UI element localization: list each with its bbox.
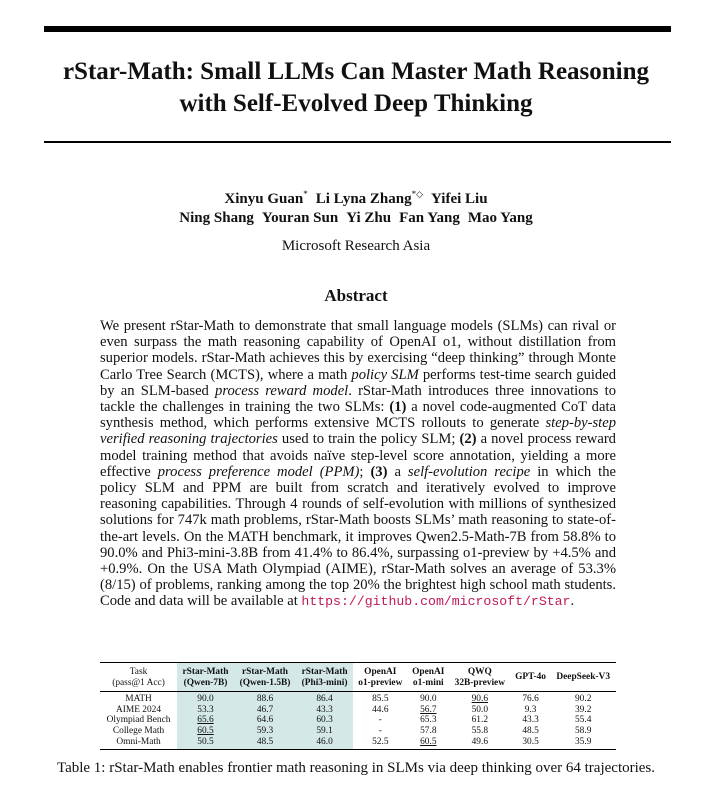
cell-value: 53.3 [197, 704, 214, 715]
header-line: Task [129, 667, 148, 677]
table-body [100, 692, 616, 750]
cell-value: 35.9 [574, 736, 592, 747]
cell-value: 60.5 [197, 725, 214, 736]
abstract-bold: (1) [389, 399, 407, 416]
table-cell [550, 692, 616, 705]
table-header-model [353, 663, 408, 692]
header-line: OpenAI [364, 667, 397, 677]
author-name: Fan Yang [399, 210, 460, 226]
title-line-2: with Self-Evolved Deep Thinking [179, 90, 533, 117]
table-cell [408, 737, 449, 750]
author-block [0, 185, 712, 228]
table-cell [550, 715, 616, 726]
abstract-text: performs test-time search guided by an SLM-based [100, 366, 616, 399]
title-line-1: rStar-Math: Small LLMs Can Master Math Reasoning [62, 58, 650, 85]
table-cell [511, 715, 551, 726]
table-header-model [296, 663, 353, 692]
table-cell [234, 705, 296, 716]
results-table-wrapper [100, 662, 616, 750]
table-cell [353, 726, 408, 737]
table-cell [177, 726, 234, 737]
author-affiliation-mark: *◇ [411, 189, 424, 199]
header-line: (Phi3-mini) [301, 677, 348, 688]
cell-value: 59.3 [256, 725, 274, 736]
header-line: rStar-Math [242, 667, 289, 677]
header-line: DeepSeek-V3 [556, 672, 611, 683]
abstract-text: in which the policy SLM and PPM are built from scratch and iteratively evolved to improve reasoning capabilities. Through 4 rounds of self-evolution with millions of synthesized solutions for 747k math problems, rStar-Math boosts SLMs’ math reasoning to state-of-the-art levels. On the MATH benchmark, it improves Qwen2.5-Math-7B from 58.8% to 90.0% and Phi3-mini-3.8B from 41.4% to 86.4%, surpassing o1-preview by +4.5% and +0.9%. On the USA Math Olympiad (AIME), rStar-Math solves an average of 53.3% (8/15) of problems, ranking among the top 20% the brightest high school math students. Code and data will be available at [100, 463, 617, 610]
table-cell [296, 705, 353, 716]
table-cell [550, 726, 616, 737]
cell-value: 48.5 [256, 736, 274, 747]
table-cell [234, 715, 296, 726]
header-line: 32B-preview [454, 677, 505, 688]
author-name-text: Li Lyna Zhang [315, 191, 412, 207]
header-line: (pass@1 Acc) [112, 677, 165, 688]
author-name-text: Yifei Liu [431, 191, 488, 207]
cell-value: 43.3 [522, 715, 539, 726]
abstract-text: . [570, 593, 575, 610]
table-cell [511, 705, 551, 716]
abstract-text: used to train the policy SLM; [277, 431, 460, 448]
table-cell [296, 726, 353, 737]
cell-value: 65.3 [420, 715, 437, 726]
table-cell [511, 692, 551, 705]
table-cell [550, 705, 616, 716]
header-line: o1-mini [412, 677, 444, 688]
cell-value: 55.8 [471, 725, 489, 736]
abstract-emphasis: step-by-step verified reasoning trajectories [100, 415, 616, 448]
cell-value: 88.6 [256, 694, 274, 705]
cell-value: 58.9 [574, 725, 592, 736]
title-top-rule [44, 26, 671, 32]
table-row [100, 705, 616, 716]
author-row-1 [0, 185, 712, 209]
table-cell-task: Omni-Math [116, 736, 161, 747]
table-cell [353, 715, 408, 726]
cell-value: 52.5 [372, 736, 389, 747]
table-cell [177, 715, 234, 726]
abstract-text: We present rStar-Math to demonstrate that small language models (SLMs) can rival or even surpass the math reasoning capability of OpenAI o1, without distillation from superior models. rStar-Math achieves this by exercising “deep thinking” through Monte Carlo Tree Search (MCTS), where a math [100, 318, 616, 383]
header-line: GPT-4o [515, 672, 546, 683]
cell-value: 39.2 [574, 704, 592, 715]
table-header-task [100, 663, 177, 692]
cell-value: 50.0 [471, 704, 489, 715]
table-header-model [550, 663, 616, 692]
cell-value: 85.5 [372, 694, 389, 705]
table-cell [449, 726, 511, 737]
author-name [316, 191, 423, 207]
table-cell [449, 692, 511, 705]
header-line: o1-preview [358, 677, 403, 688]
table-cell [449, 705, 511, 716]
cell-value: 57.8 [420, 725, 437, 736]
paper-title [0, 56, 712, 120]
table-cell [234, 737, 296, 750]
table-header-row [100, 663, 616, 692]
author-name [224, 191, 307, 207]
abstract-bold: (2) [459, 431, 477, 448]
cell-value: 46.0 [316, 736, 333, 747]
table-cell-task: College Math [112, 725, 165, 736]
table-cell [408, 715, 449, 726]
table-header-model [511, 663, 551, 692]
table-row [100, 737, 616, 750]
header-line: rStar-Math [182, 667, 229, 677]
author-row-2 [0, 209, 712, 228]
table-cell [353, 737, 408, 750]
abstract-text: . rStar-Math introduces three innovations to tackle the challenges in training the two SLMs: [100, 382, 616, 416]
table-header-model [449, 663, 511, 692]
table-cell [296, 692, 353, 705]
header-line: (Qwen-1.5B) [239, 677, 291, 688]
cell-value: 76.6 [522, 694, 539, 705]
table-cell [177, 737, 234, 750]
author-name [431, 191, 488, 207]
cell-value: 56.7 [420, 704, 437, 715]
cell-value: 86.4 [316, 694, 333, 705]
table-cell [353, 692, 408, 705]
abstract-heading: Abstract [324, 286, 388, 305]
header-line: (Qwen-7B) [183, 677, 228, 688]
author-name-text: Xinyu Guan [224, 191, 304, 207]
abstract-text: ; [359, 463, 371, 480]
table-header-model [234, 663, 296, 692]
author-name: Mao Yang [467, 210, 533, 226]
header-line: rStar-Math [301, 667, 348, 677]
abstract-bold: (3) [370, 463, 388, 480]
abstract-body [100, 318, 616, 611]
table-cell-task: MATH [125, 694, 152, 705]
cell-value: - [378, 715, 382, 726]
table-cell [408, 692, 449, 705]
table-cell [550, 737, 616, 750]
table-cell [234, 726, 296, 737]
results-table [100, 662, 616, 750]
header-line: QWQ [467, 667, 492, 677]
cell-value: 55.4 [574, 715, 592, 726]
author-name: Youran Sun [261, 210, 339, 226]
cell-value: 90.0 [197, 694, 214, 705]
cell-value: 43.3 [316, 704, 333, 715]
table-cell [234, 692, 296, 705]
table-cell [449, 715, 511, 726]
table-header-model [177, 663, 234, 692]
abstract-emphasis: process reward model [215, 382, 349, 399]
table-cell [511, 726, 551, 737]
cell-value: 59.1 [316, 725, 333, 736]
cell-value: - [378, 725, 382, 736]
cell-value: 48.5 [522, 725, 539, 736]
table-cell-task: Olympiad Bench [106, 715, 171, 726]
abstract-text: a novel code-augmented CoT data synthesis method, which performs extensive MCTS rollouts to generate [100, 399, 616, 432]
table-row [100, 715, 616, 726]
header-line: OpenAI [412, 667, 445, 677]
cell-value: 44.6 [372, 704, 389, 715]
table-cell [296, 715, 353, 726]
table-cell-task: AIME 2024 [116, 704, 162, 715]
author-affiliation-mark: * [303, 189, 308, 199]
cell-value: 90.2 [574, 694, 592, 705]
table-cell [353, 705, 408, 716]
table-cell [296, 737, 353, 750]
cell-value: 65.6 [197, 715, 214, 726]
abstract-text: a novel process reward model training method that avoids naïve step-level score annotation, yielding a more effective [100, 431, 616, 480]
table-row [100, 692, 616, 705]
cell-value: 90.0 [420, 694, 437, 705]
cell-value: 50.5 [197, 736, 214, 747]
cell-value: 90.6 [471, 694, 489, 705]
cell-value: 60.3 [316, 715, 333, 726]
cell-value: 64.6 [256, 715, 274, 726]
cell-value: 61.2 [471, 715, 489, 726]
table-cell [511, 737, 551, 750]
cell-value: 46.7 [256, 704, 274, 715]
author-name: Yi Zhu [346, 210, 392, 226]
title-bottom-rule [44, 141, 671, 143]
table-cell [177, 692, 234, 705]
cell-value: 9.3 [524, 704, 537, 715]
cell-value: 30.5 [522, 736, 539, 747]
table-caption: Table 1: rStar-Math enables frontier math reasoning in SLMs via deep thinking over 64 trajectories. [56, 760, 656, 776]
table-cell [408, 705, 449, 716]
cell-value: 49.6 [471, 736, 489, 747]
code-link[interactable]: https://github.com/microsoft/rStar [301, 594, 571, 610]
table-cell [408, 726, 449, 737]
table-cell [449, 737, 511, 750]
table-row [100, 726, 616, 737]
affiliation: Microsoft Research Asia [281, 238, 431, 254]
author-name: Ning Shang [179, 210, 254, 226]
abstract-emphasis: policy SLM [351, 366, 419, 383]
abstract-emphasis: process preference model (PPM) [157, 463, 360, 480]
table-header-model [408, 663, 449, 692]
table-cell [177, 705, 234, 716]
cell-value: 60.5 [420, 736, 437, 747]
abstract-text: a [387, 463, 408, 480]
abstract-emphasis: self-evolution recipe [407, 463, 531, 480]
